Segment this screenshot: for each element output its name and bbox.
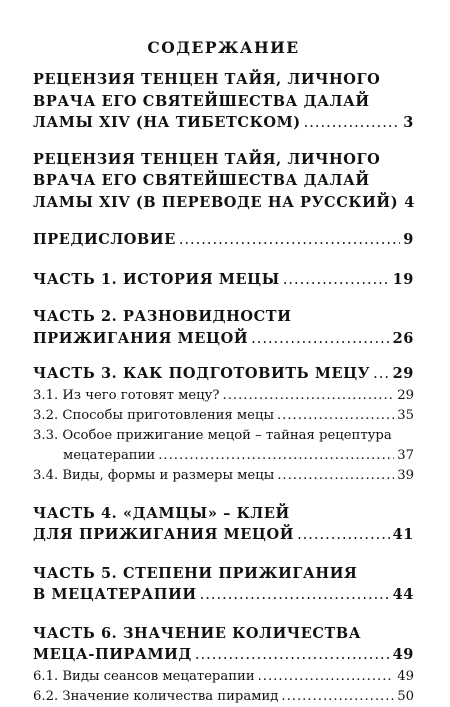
toc-entry-part-3 — [33, 363, 414, 386]
page-number: 29 — [397, 387, 414, 403]
toc-entry-6-2 — [33, 687, 414, 707]
toc-entry-3-2 — [33, 406, 414, 426]
toc-entry-text: ЧАСТЬ 2. РАЗНОВИДНОСТИ — [33, 308, 292, 325]
dot-leader — [283, 270, 390, 292]
dot-leader — [258, 667, 395, 687]
dot-leader — [158, 446, 394, 466]
toc-entry-text: РЕЦЕНЗИЯ ТЕНЦЕН ТАЙЯ, ЛИЧНОГО — [33, 150, 381, 168]
page-number: 19 — [392, 270, 414, 288]
dot-leader — [304, 113, 401, 135]
toc-entry-part-4 — [33, 503, 414, 547]
page-number: 4 — [404, 193, 415, 211]
page-title: СОДЕРЖАНИЕ — [147, 38, 300, 57]
toc-entry-text: ЧАСТЬ 5. СТЕПЕНИ ПРИЖИГАНИЯ — [33, 564, 358, 582]
dot-leader — [277, 406, 394, 426]
page-number: 29 — [392, 365, 414, 382]
toc-entry-text: 3.4. Виды, формы и размеры мецы — [33, 467, 275, 483]
toc-entry-part-5 — [33, 563, 414, 607]
dot-leader — [373, 364, 389, 386]
toc-entry-text: 3.2. Способы приготовления мецы — [33, 407, 274, 423]
toc-entry-text: ДЛЯ ПРИЖИГАНИЯ МЕЦОЙ — [33, 526, 295, 543]
toc-entry-text: ЛАМЫ XIV (В ПЕРЕВОДЕ НА РУССКИЙ) — [33, 193, 399, 211]
toc-entry-text: ПРЕДИСЛОВИЕ — [33, 231, 176, 248]
toc-entry-text: ЛАМЫ XIV (НА ТИБЕТСКОМ) — [33, 114, 301, 131]
dot-leader — [179, 230, 400, 252]
page-number: 26 — [392, 329, 414, 347]
toc-entry-text: МЕЦА-ПИРАМИД — [33, 646, 192, 663]
toc-entry-3-4 — [33, 466, 414, 486]
toc-entry-text: ЧАСТЬ 1. ИСТОРИЯ МЕЦЫ — [33, 270, 280, 288]
toc-entry-text: ЧАСТЬ 6. ЗНАЧЕНИЕ КОЛИЧЕСТВА — [33, 624, 362, 642]
toc-entry-3-1 — [33, 386, 414, 406]
page-number: 44 — [392, 586, 414, 603]
dot-leader — [223, 386, 395, 406]
toc-entry-part-1 — [33, 269, 414, 292]
toc-entry-text: 3.1. Из чего готовят мецу? — [33, 387, 220, 403]
page-number: 37 — [397, 447, 414, 463]
toc-entry-review-russian — [33, 149, 414, 215]
page-number: 49 — [397, 668, 414, 684]
dot-leader — [277, 466, 394, 486]
toc-entry-6-1 — [33, 667, 414, 687]
toc-entry-part-6 — [33, 623, 414, 667]
page-number: 3 — [403, 114, 414, 131]
toc-entry-text: РЕЦЕНЗИЯ ТЕНЦЕН ТАЙЯ, ЛИЧНОГО — [33, 71, 381, 88]
page-number: 35 — [397, 407, 414, 423]
toc-entry-review-tibetan — [33, 69, 414, 135]
dot-leader — [281, 687, 394, 707]
toc-entry-text: 6.1. Виды сеансов мецатерапии — [33, 668, 255, 684]
page-number: 49 — [392, 646, 414, 663]
toc-entry-part-2 — [33, 306, 414, 350]
toc-entry-text: 6.2. Значение количества пирамид — [33, 688, 279, 704]
toc-entry-text: ЧАСТЬ 4. «ДАМЦЫ» – КЛЕЙ — [33, 504, 290, 522]
page-number: 41 — [392, 526, 414, 543]
toc-entry-text: ВРАЧА ЕГО СВЯТЕЙШЕСТВА ДАЛАЙ — [33, 172, 370, 189]
toc-entry-preface — [33, 229, 414, 252]
dot-leader — [251, 329, 389, 351]
toc-entry-text: ВРАЧА ЕГО СВЯТЕЙШЕСТВА ДАЛАЙ — [33, 92, 370, 110]
toc-entry-3-3 — [33, 426, 414, 466]
toc-entry-text: В МЕЦАТЕРАПИИ — [33, 586, 197, 603]
toc-entry-text: ЧАСТЬ 3. КАК ПОДГОТОВИТЬ МЕЦУ — [33, 365, 371, 382]
toc-entry-text: ПРИЖИГАНИЯ МЕЦОЙ — [33, 329, 249, 347]
toc-entry-text: мецатерапии — [63, 447, 156, 463]
page-number: 9 — [403, 231, 414, 248]
dot-leader — [200, 585, 390, 607]
dot-leader — [297, 525, 390, 547]
dot-leader — [195, 645, 390, 667]
page-number: 50 — [397, 688, 414, 704]
toc-entry-text: 3.3. Особое прижигание мецой – тайная рецептура — [33, 427, 392, 443]
page-number: 39 — [397, 467, 414, 483]
